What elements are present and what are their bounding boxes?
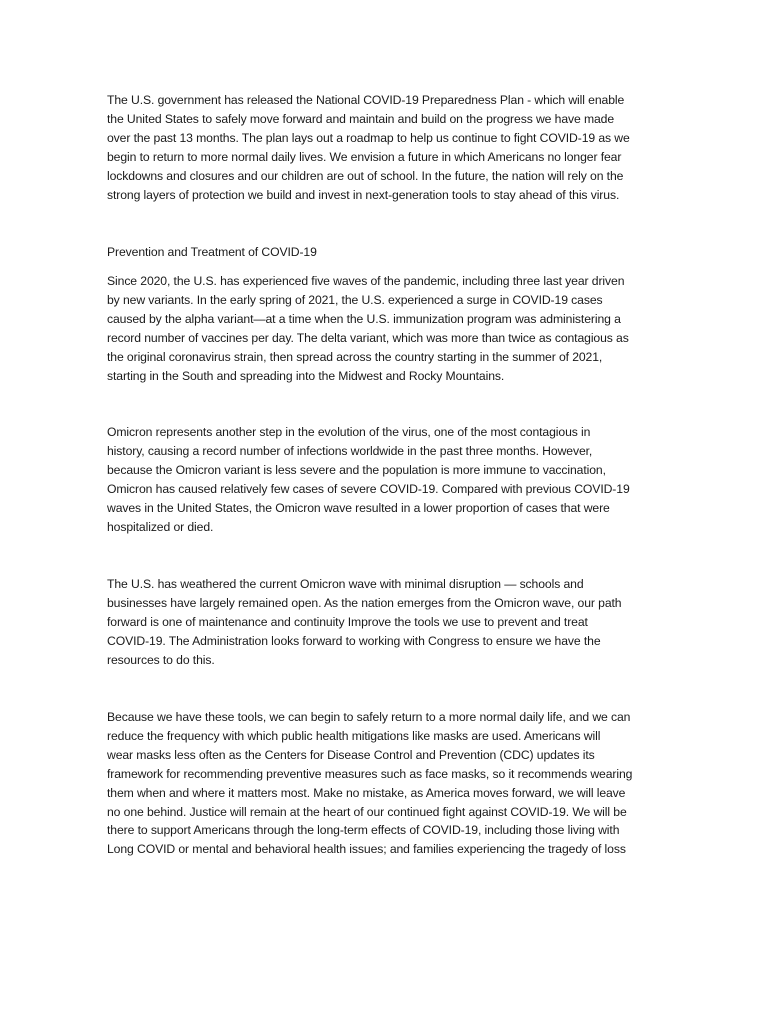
intro-paragraph: [107, 91, 665, 204]
paragraph-line: them when and where it matters most. Make no mistake, as America moves forward, we will leave: [107, 785, 626, 800]
waves-paragraph: [107, 272, 665, 385]
paragraph-line: hospitalized or died.: [107, 519, 214, 534]
paragraph-line: resources to do this.: [107, 652, 215, 667]
paragraph-line: wear masks less often as the Centers for Disease Control and Prevention (CDC) updates its: [107, 747, 595, 762]
paragraph-line: there to support Americans through the long-term effects of COVID-19, including those living with: [107, 823, 620, 838]
paragraph-line: starting in the South and spreading into the Midwest and Rocky Mountains.: [107, 368, 505, 383]
paragraph-line: The U.S. government has released the National COVID-19 Preparedness Plan - which will enable: [107, 93, 625, 107]
paragraph-line: record number of vaccines per day. The delta variant, which was more than twice as contagious as: [107, 330, 629, 345]
paragraph-line: Omicron represents another step in the evolution of the virus, one of the most contagious in: [107, 425, 591, 439]
omicron-paragraph: [107, 423, 665, 536]
paragraph-line: caused by the alpha variant—at a time when the U.S. immunization program was administering a: [107, 311, 621, 326]
paragraph-line: the United States to safely move forward and maintain and build on the progress we have made: [107, 111, 615, 126]
tools-paragraph: [107, 708, 665, 859]
paragraph-line: Because we have these tools, we can begin to safely return to a more normal daily life, and we can: [107, 710, 631, 724]
paragraph-line: forward is one of maintenance and continuity Improve the tools we use to prevent and treat: [107, 614, 588, 629]
paragraph-line: waves in the United States, the Omicron wave resulted in a lower proportion of cases that were: [107, 500, 610, 515]
paragraph-line: Long COVID or mental and behavioral health issues; and families experiencing the tragedy of loss: [107, 842, 626, 857]
section-heading: Prevention and Treatment of COVID-19: [107, 245, 317, 259]
paragraph-line: over the past 13 months. The plan lays out a roadmap to help us continue to fight COVID-19 as we: [107, 130, 630, 145]
paragraph-line: framework for recommending preventive measures such as face masks, so it recommends wearing: [107, 766, 633, 781]
paragraph-line: businesses have largely remained open. As the nation emerges from the Omicron wave, our path: [107, 595, 622, 610]
paragraph-line: reduce the frequency with which public health mitigations like masks are used. Americans will: [107, 728, 601, 743]
paragraph-line: no one behind. Justice will remain at the heart of our continued fight against COVID-19. We will be: [107, 804, 627, 819]
paragraph-line: by new variants. In the early spring of 2021, the U.S. experienced a surge in COVID-19 cases: [107, 292, 603, 307]
weathered-paragraph: [107, 575, 665, 670]
paragraph-line: begin to return to more normal daily lives. We envision a future in which Americans no longer fear: [107, 149, 622, 164]
paragraph-line: Omicron has caused relatively few cases of severe COVID-19. Compared with previous COVID-19: [107, 481, 630, 496]
paragraph-line: The U.S. has weathered the current Omicron wave with minimal disruption — schools and: [107, 577, 584, 591]
paragraph-line: because the Omicron variant is less severe and the population is more immune to vaccination,: [107, 462, 606, 477]
paragraph-line: COVID-19. The Administration looks forward to working with Congress to ensure we have the: [107, 633, 601, 648]
paragraph-line: history, causing a record number of infections worldwide in the past three months. However,: [107, 443, 593, 458]
paragraph-line: lockdowns and closures and our children are out of school. In the future, the nation will rely on the: [107, 168, 624, 183]
paragraph-line: Since 2020, the U.S. has experienced five waves of the pandemic, including three last year driven: [107, 274, 625, 288]
paragraph-line: strong layers of protection we build and invest in next-generation tools to stay ahead of this virus.: [107, 187, 620, 202]
paragraph-line: the original coronavirus strain, then spread across the country starting in the summer of 2021,: [107, 349, 603, 364]
